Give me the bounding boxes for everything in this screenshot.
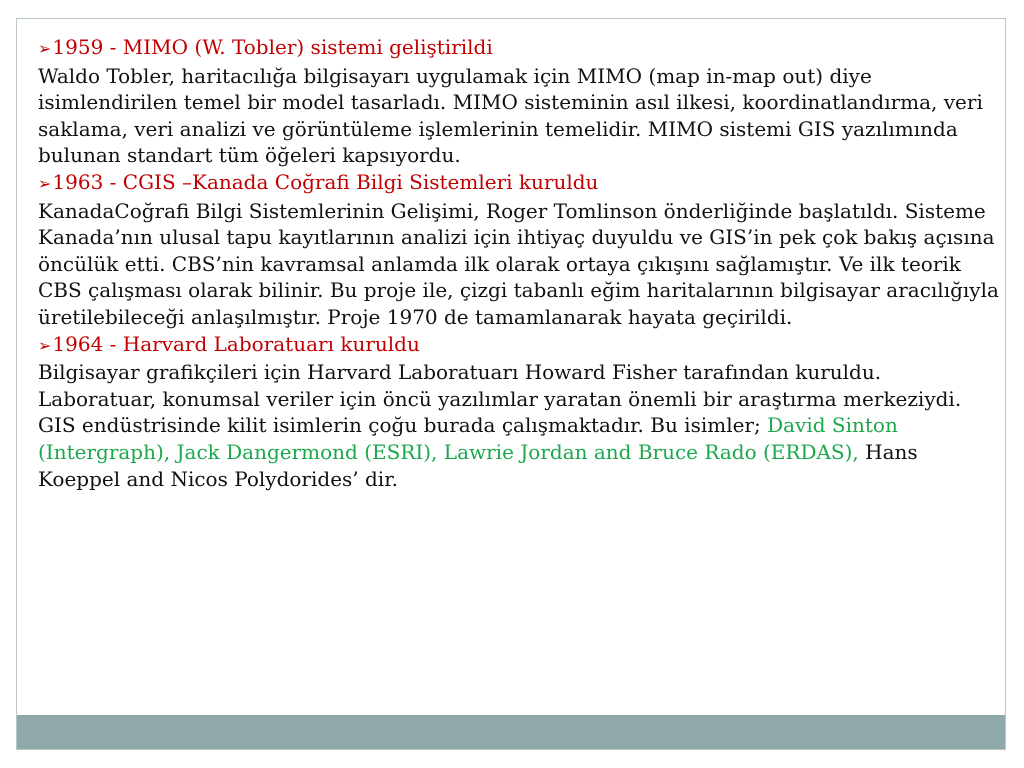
section-heading-1963 xyxy=(38,169,1000,198)
highlighted-names: David Sinton (Intergraph), Jack Dangermond (ESRI), Lawrie Jordan and Bruce Rado (ERDAS), xyxy=(38,413,898,464)
section-heading-text: 1959 - MIMO (W. Tobler) sistemi geliştirildi xyxy=(52,35,493,59)
section-body-1964 xyxy=(38,359,1000,492)
arrow-bullet-icon: ➢ xyxy=(38,173,52,193)
section-heading-text: 1963 - CGIS –Kanada Coğrafi Bilgi Sistemleri kuruldu xyxy=(52,169,599,194)
section-heading-text: 1964 - Harvard Laboratuarı kuruldu xyxy=(52,331,420,356)
section-heading-1959 xyxy=(38,34,1000,63)
slide xyxy=(16,18,1006,750)
section-body-1963: KanadaCoğrafi Bilgi Sistemlerinin Gelişimi, Roger Tomlinson önderliğinde başlatıldı. Sisteme Kanada’nın ulusal tapu kayıtlarının analizi için ihtiyaç duyuldu ve GIS’in pek çok bakış açısına öncülük etti. CBS’nin kavramsal anlamda ilk olarak ortaya çıkışını sağlamıştır. Ve ilk teorik CBS çalışması olarak bilinir. Bu proje ile, çizgi tabanlı eğim haritalarının bilgisayar aracılığıyla üretilebileceği anlaşılmıştır. Proje 1970 de tamamlanarak hayata geçirildi. xyxy=(38,198,999,329)
section-body-tail: Hans Koeppel and Nicos Polydorides’ dir. xyxy=(38,439,918,491)
section-body-1959: Waldo Tobler, haritacılığa bilgisayarı uygulamak için MIMO (map in-map out) diye isimlendirilen temel bir model tasarladı. MIMO sisteminin asıl ilkesi, koordinatlandırma, veri saklama, veri analizi ve görüntüleme işlemlerinin temelidir. MIMO sistemi GIS yazılımında bulunan standart tüm öğeleri kapsıyordu. xyxy=(38,63,983,168)
arrow-bullet-icon: ➢ xyxy=(38,39,52,58)
footer-bar xyxy=(17,715,1005,749)
section-body-text: Bilgisayar grafikçileri için Harvard Laboratuarı Howard Fisher tarafından kuruldu. Laboratuar, konumsal veriler için öncü yazılımlar yaratan önemli bir araştırma merkeziydi. GIS endüstrisinde kilit isimlerin çoğu burada çalışmaktadır. Bu isimler; xyxy=(38,360,962,438)
slide-content xyxy=(38,34,1000,492)
section-heading-1964 xyxy=(38,331,1000,360)
arrow-bullet-icon: ➢ xyxy=(38,335,52,355)
